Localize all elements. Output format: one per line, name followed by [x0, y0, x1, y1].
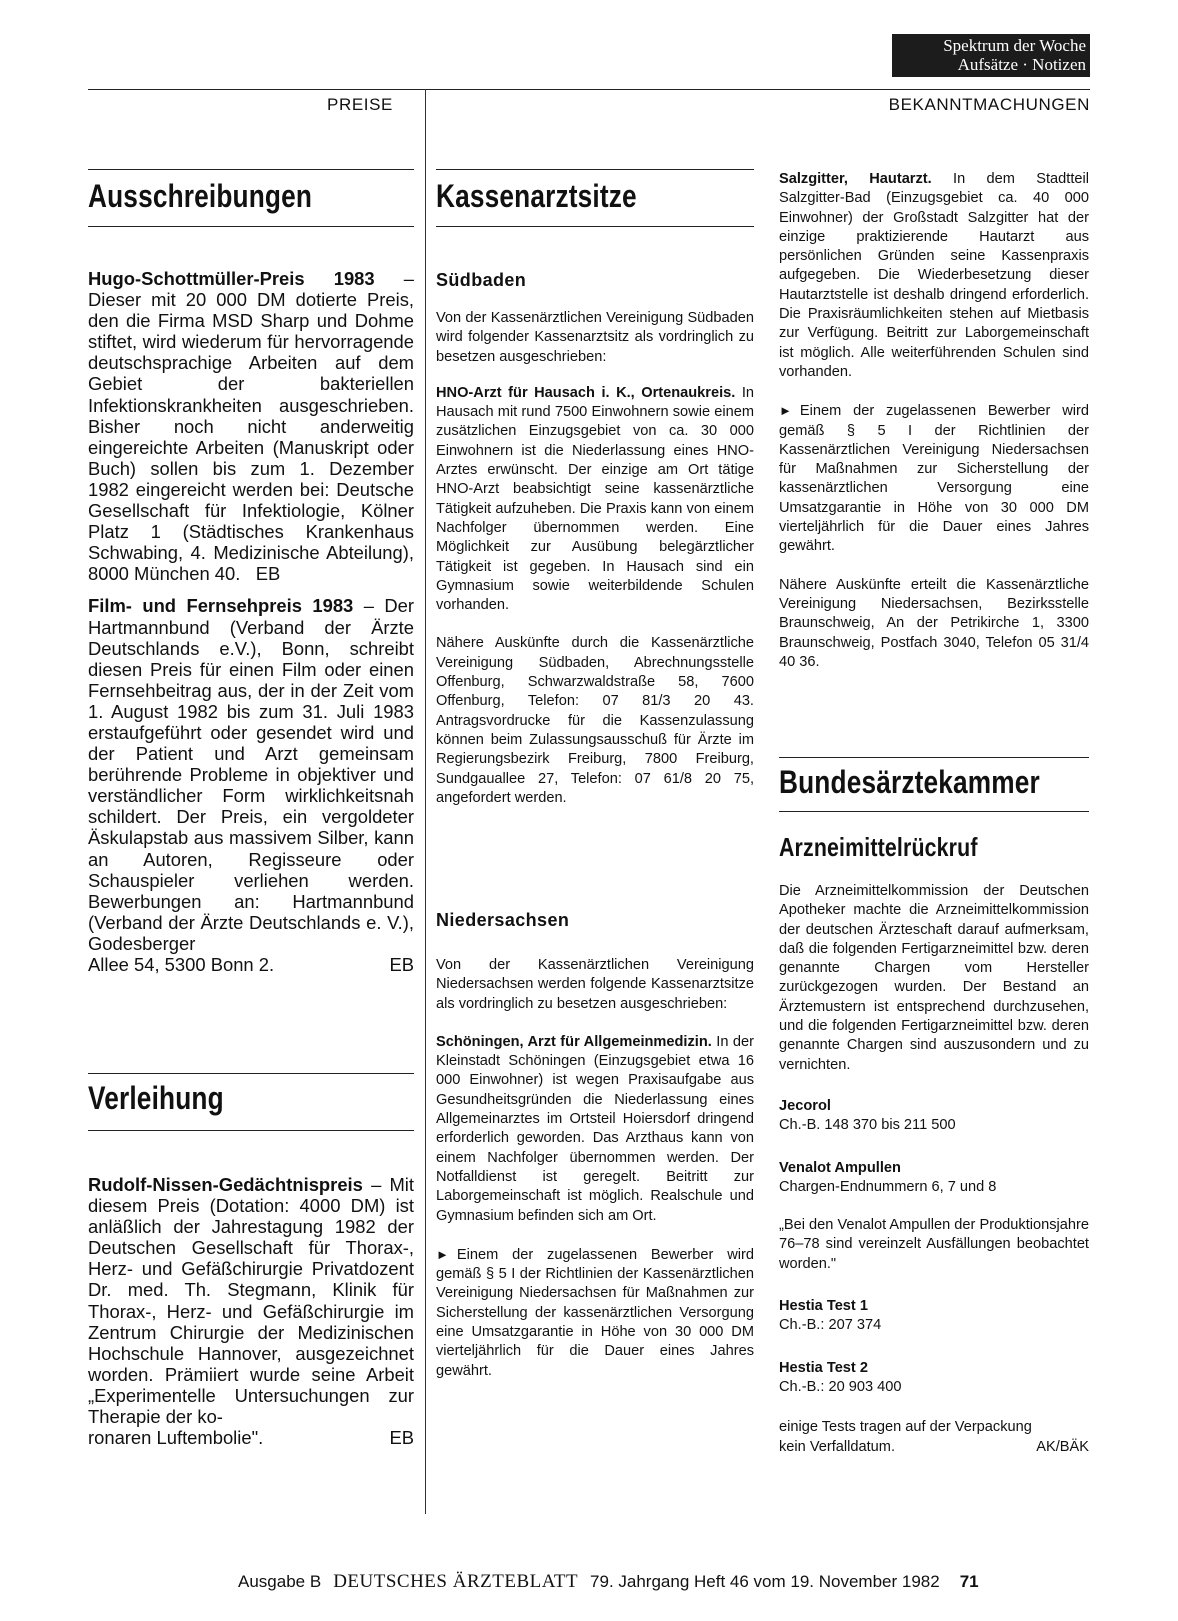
- item-salzgitter: [779, 170, 1089, 382]
- item-text: In dem Stadtteil Salzgitter-Bad (Einzugsgebiet ca. 40 000 Einwohner) der Großstadt Salzgitter hat der einzige praktizierende Hautarzt aus persönlichen Gründen seine Kassenpraxis aufgegeben. Die Wiederbesetzung dieser Hautarztstelle ist deshalb dringend erforderlich. Die Praxisräumlichkeiten stehen auf Mietbasis zur Verfügung. Beitritt zur Laborgemeinschaft ist möglich. Alle weiterführenden Schulen sind vorhanden.: [779, 171, 1089, 380]
- item-schoeningen: [436, 1033, 754, 1226]
- item-title: Rudolf-Nissen-Gedächtnispreis: [88, 1174, 363, 1195]
- product-name: Venalot Ampullen: [779, 1159, 901, 1176]
- product-name: Hestia Test 2: [779, 1359, 868, 1376]
- closing-line: kein Verfalldatum.: [779, 1438, 896, 1455]
- section-label-preise: PREISE: [327, 95, 393, 114]
- item-title: Hugo-Schottmüller-Preis 1983: [88, 268, 375, 289]
- article-salzgitter: [779, 170, 1089, 672]
- product-jecorol: [779, 1097, 1089, 1136]
- arrow-right-icon: ►: [779, 403, 792, 419]
- top-rule: [88, 89, 1090, 90]
- page-number: 71: [959, 1572, 979, 1591]
- signature: AK/BÄK: [1036, 1438, 1089, 1455]
- rueckruf-closing: [779, 1418, 1089, 1457]
- rule: [88, 1130, 414, 1131]
- product-detail: Ch.-B.: 20 903 400: [779, 1378, 902, 1395]
- footer-journal: DEUTSCHES ÄRZTEBLATT: [333, 1571, 579, 1592]
- item-title: Salzgitter, Hautarzt.: [779, 171, 932, 187]
- signature: EB: [389, 1427, 414, 1449]
- article-niedersachsen: [436, 956, 754, 1381]
- closing-line: einige Tests tragen auf der Verpackung: [779, 1419, 1032, 1436]
- article-verleihung: [88, 1174, 414, 1448]
- item-text-end: Allee 54, 5300 Bonn 2.: [88, 954, 275, 975]
- niedersachsen-intro: Von der Kassenärztlichen Vereinigung Niedersachsen werden folgende Kassenarztsitze als vordringlich zu besetzen ausgeschrieben:: [436, 957, 754, 1012]
- masthead-line-1: Spektrum der Woche: [943, 36, 1086, 55]
- article-suedbaden: [436, 309, 754, 808]
- product-hestia-1: [779, 1297, 1089, 1336]
- item-text-end: ronaren Luftembolie".: [88, 1427, 264, 1449]
- salzgitter-guarantee: [779, 401, 1089, 556]
- masthead-line-2: Aufsätze · Notizen: [957, 55, 1086, 74]
- item-last-line: [88, 954, 414, 975]
- rule: [779, 757, 1089, 758]
- item-hno-hausach: [436, 384, 754, 616]
- product-venalot: [779, 1159, 1089, 1198]
- masthead: [892, 34, 1090, 77]
- product-detail: Chargen-Endnummern 6, 7 und 8: [779, 1178, 997, 1195]
- rule: [88, 226, 414, 227]
- closing-last-line: [779, 1438, 1089, 1457]
- item-text: – Der Hartmannbund (Verband der Ärzte Deutschlands e.V.), Bonn, schreibt diesen Preis für einen Film oder einen Fernsehbeitrag aus, der in der Zeit vom 1. August 1982 bis zum 31. Juli 1983 erstaufgeführt oder gesendet wird und der Patient und Arzt gemeinsam berührende Probleme in objektiver und verständlicher Form wirklichkeitsnah schildert. Der Preis, ein vergoldeter Äskulapstab aus massivem Silber, kann an Autoren, Regisseure oder Schauspieler verliehen werden. Bewerbungen an: Hartmannbund (Verband der Ärzte Deutschlands e. V.), Godesberger: [88, 595, 414, 954]
- item-text: In der Kleinstadt Schöningen (Einzugsgebiet etwa 16 000 Einwohner) ist wegen Praxisaufgabe aus Gesundheitsgründen die Niederlassung eines Allgemeinarztes im Ortsteil Hoiersdorf dringend erforderlich geworden. Das Arzthaus kann von einem Nachfolger übernommen werden. Der Notfalldienst ist geregelt. Beitritt zur Laborgemeinschaft ist möglich. Realschule und Gymnasium befinden sich am Ort.: [436, 1033, 754, 1224]
- rule: [779, 811, 1089, 812]
- item-text: – Dieser mit 20 000 DM dotierte Preis, den die Firma MSD Sharp und Dohme stiftet, wird wiederum für hervorragende deutschsprachige Arbeiten auf dem Gebiet der bakteriellen Infektionskrankheiten ausgeschrieben. Bisher noch nicht anderweitig eingereichte Arbeiten (Manuskript oder Buch) sollen bis zum 1. Dezember 1982 eingereicht werden bei: Deutsche Gesellschaft für Infektiologie, Kölner Platz 1 (Städtisches Krankenhaus Schwabing, 4. Medizinische Abteilung), 8000 München 40.: [88, 268, 414, 585]
- rule: [436, 169, 754, 170]
- item-film-fernsehpreis: [88, 595, 414, 954]
- salzgitter-info: Nähere Auskünfte erteilt die Kassenärztliche Vereinigung Niedersachsen, Bezirksstelle Braunschweig, An der Petrikirche 1, 3300 Braunschweig, Postfach 3040, Telefon 05 31/4 40 36.: [779, 576, 1089, 670]
- item-text: In Hausach mit rund 7500 Einwohnern sowie einem zusätzlichen Einzugsgebiet von ca. 30 000 Einwohnern ist die Niederlassung eines HNO-Arztes erwünscht. Der einzige am Ort tätige HNO-Arzt beabsichtigt seine kassenärztliche Tätigkeit aufzuheben. Die Praxis kann von einem Nachfolger übernommen werden. Eine Möglichkeit zur Ausübung belegärztlicher Tätigkeit ist gegeben. In Hausach sind ein Gymnasium sowie weiterbildende Schulen vorhanden.: [436, 384, 754, 614]
- product-detail: Ch.-B. 148 370 bis 211 500: [779, 1117, 956, 1134]
- item-rudolf-nissen: [88, 1174, 414, 1427]
- heading-kassenarztsitze: Kassenarztsitze: [436, 178, 637, 214]
- footer-edition: Ausgabe B: [238, 1572, 322, 1591]
- item-last-line: [88, 1427, 414, 1448]
- item-hugo-schottmueller: [88, 268, 414, 584]
- item-title: Film- und Fernsehpreis 1983: [88, 595, 354, 617]
- heading-suedbaden: Südbaden: [436, 270, 527, 290]
- rueckruf-text: Die Arzneimittelkommission der Deutschen Apotheker machte die Arzneimittelkommission der deutschen Ärzteschaft darauf aufmerksam, daß die folgenden Fertigarzneimittel bzw. deren genannte Chargen vom Hersteller zurückgezogen wurden. Der Bestand an Ärztemustern ist entsprechend durchzusehen, und die folgenden Fertigarzneimittel bzw. deren genannte Chargen sind auszusondern und zu vernichten.: [779, 883, 1089, 1073]
- suedbaden-intro: Von der Kassenärztlichen Vereinigung Südbaden wird folgender Kassenarztsitz als vordringlich zu besetzen ausgeschrieben:: [436, 310, 754, 365]
- niedersachsen-guarantee: [436, 1245, 754, 1381]
- product-hestia-2: [779, 1359, 1089, 1398]
- column-divider: [425, 89, 426, 1514]
- article-ausschreibungen: [88, 268, 414, 975]
- page-footer: [238, 1571, 1090, 1593]
- suedbaden-info: Nähere Auskünfte durch die Kassenärztliche Vereinigung Südbaden, Abrechnungsstelle Offenburg, Schwarzwaldstraße 58, 7600 Offenburg, Telefon: 07 81/3 20 43. Antragsvordrucke für die Kassenzulassung können beim Zulassungsausschuß für Ärzte im Regierungsbezirk Freiburg, 7800 Freiburg, Sundgauallee 27, Telefon: 07 61/8 20 75, angefordert werden.: [436, 635, 754, 806]
- guarantee-text: Einem der zugelassenen Bewerber wird gemäß § 5 I der Richtlinien der Kassenärztlichen Vereinigung Niedersachsen für Maßnahmen zur Sicherstellung der kassenärztlichen Versorgung eine Umsatzgarantie in Höhe von 30 000 DM vierteljährlich für die Dauer eines Jahres gewährt.: [436, 1246, 754, 1379]
- product-name: Jecorol: [779, 1097, 831, 1114]
- signature: EB: [255, 563, 281, 585]
- venalot-quote: „Bei den Venalot Ampullen der Produktionsjahre 76–78 sind vereinzelt Ausfällungen beobachtet worden.": [779, 1217, 1089, 1272]
- item-text: – Mit diesem Preis (Dotation: 4000 DM) ist anläßlich der Jahrestagung 1982 der Deutschen Gesellschaft für Thorax-, Herz- und Gefäßchirurgie Privatdozent Dr. med. Th. Stegmann, Klinik für Thorax-, Herz- und Gefäßchirurgie im Zentrum Chirurgie der Medizinischen Hochschule Hannover, ausgezeichnet worden. Prämiiert wurde seine Arbeit „Experimentelle Untersuchungen zur Therapie der ko-: [88, 1174, 414, 1428]
- item-title: HNO-Arzt für Hausach i. K., Ortenaukreis.: [436, 384, 736, 401]
- rule: [436, 226, 754, 227]
- item-title: Schöningen, Arzt für Allgemeinmedizin.: [436, 1033, 712, 1050]
- heading-verleihung: Verleihung: [88, 1080, 224, 1116]
- signature: EB: [389, 954, 414, 975]
- product-detail: Ch.-B.: 207 374: [779, 1317, 882, 1334]
- rule: [88, 1073, 414, 1074]
- section-label-bekanntmachungen: BEKANNTMACHUNGEN: [888, 95, 1090, 114]
- guarantee-text: Einem der zugelassenen Bewerber wird gemäß § 5 I der Richtlinien der Kassenärztlichen Vereinigung Niedersachsen für Maßnahmen zur Sicherstellung der kassenärztlichen Versorgung eine Umsatzgarantie in Höhe von 30 000 DM vierteljährlich für die Dauer eines Jahres gewährt.: [779, 403, 1089, 555]
- heading-arzneimittelrueckruf: Arzneimittelrückruf: [779, 832, 978, 862]
- product-name: Hestia Test 1: [779, 1298, 868, 1315]
- heading-niedersachsen: Niedersachsen: [436, 910, 570, 930]
- footer-issue: 79. Jahrgang Heft 46 vom 19. November 1982: [590, 1572, 940, 1591]
- heading-ausschreibungen: Ausschreibungen: [88, 178, 313, 214]
- arrow-right-icon: ►: [436, 1246, 449, 1262]
- heading-bundesaerztekammer: Bundesärztekammer: [779, 764, 1040, 800]
- rule: [88, 169, 414, 170]
- article-arzneimittelrueckruf: [779, 882, 1089, 1457]
